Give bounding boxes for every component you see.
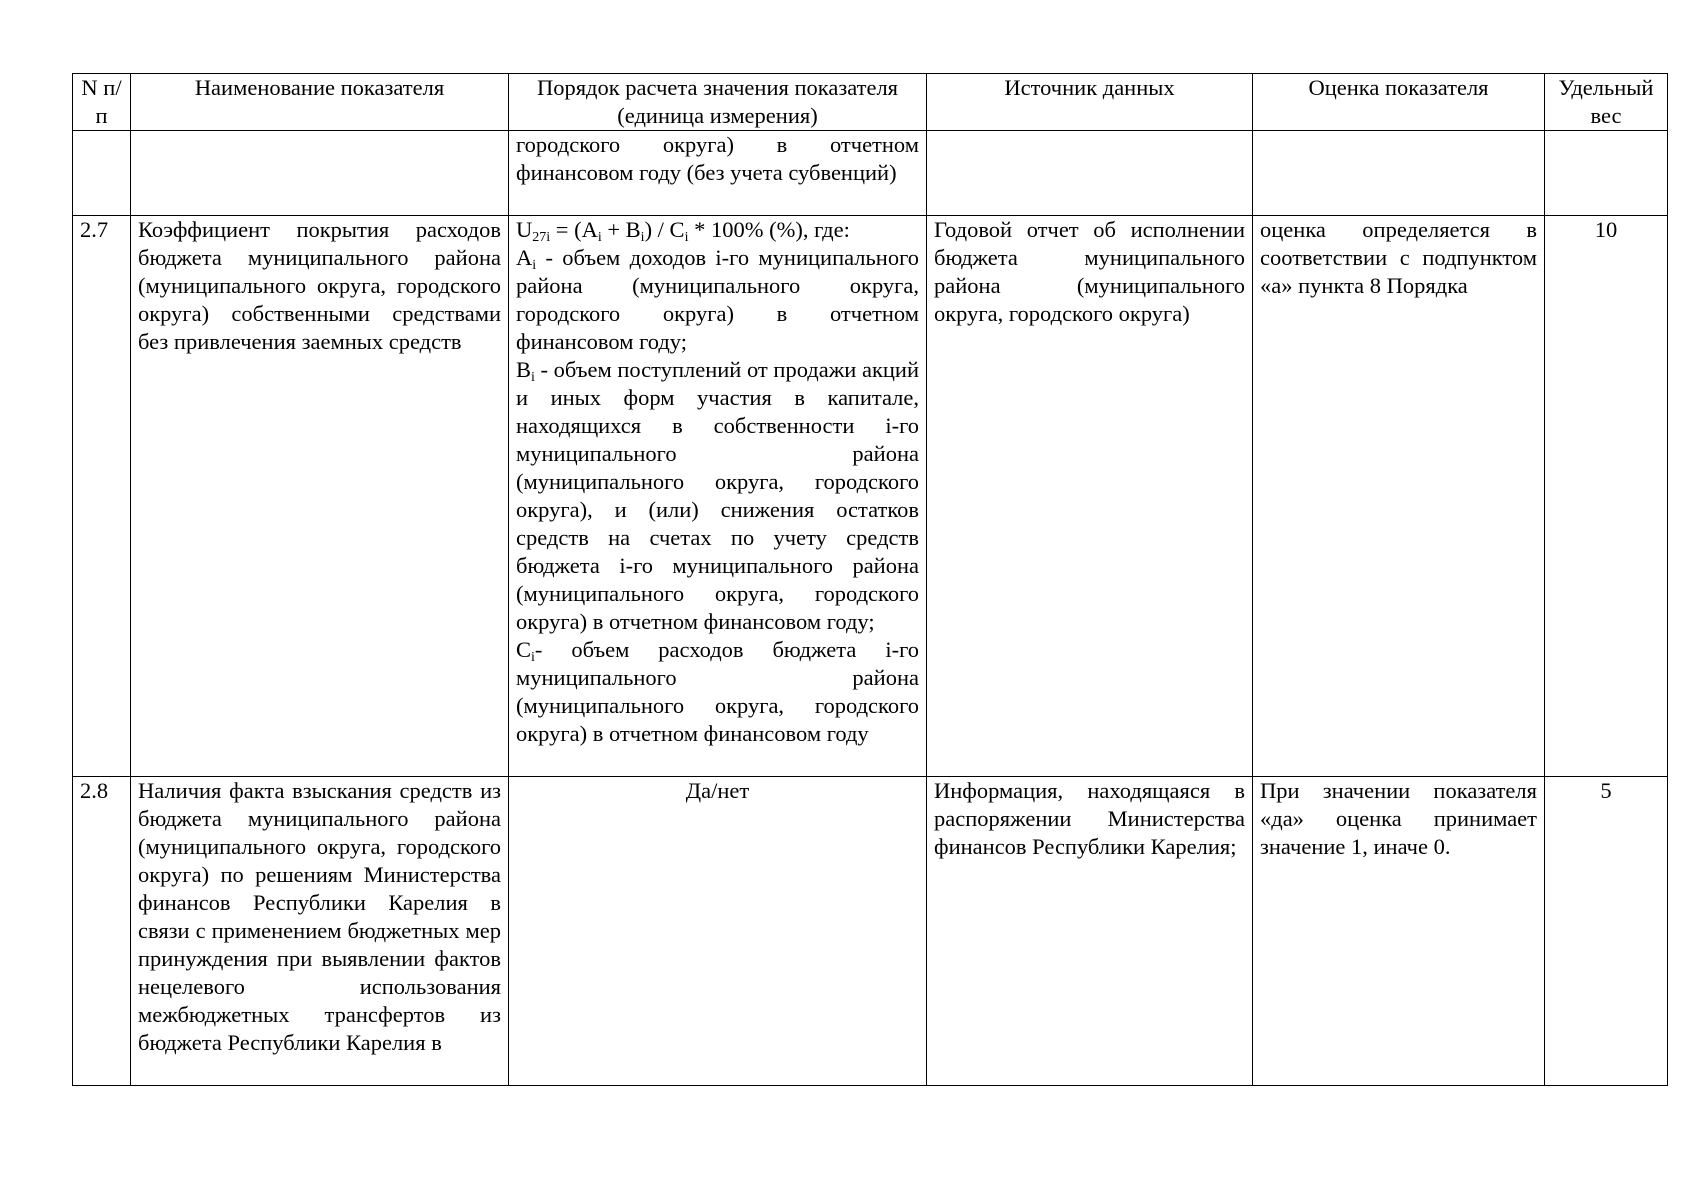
- cell-name: Коэффициент покрытия расходов бюджета муниципального района (муниципального округа, городского округа) собственными средствами без привлечения заемных средств: [131, 216, 509, 777]
- table-row: [73, 131, 1668, 216]
- cell-num: 2.8: [73, 777, 131, 1086]
- cell-calc: [509, 216, 927, 777]
- cell-eval: оценка определяется в соответствии с подпунктом «а» пункта 8 Порядка: [1253, 216, 1545, 777]
- cell-weight: [1545, 131, 1668, 216]
- table-header-row: [73, 74, 1668, 131]
- cell-eval: При значении показателя «да» оценка принимает значение 1, иначе 0.: [1253, 777, 1545, 1086]
- document-page: [72, 73, 1668, 1086]
- header-name: Наименование показателя: [131, 74, 509, 131]
- cell-source: [927, 131, 1253, 216]
- indicators-table: [72, 73, 1668, 1086]
- cell-weight: 5: [1545, 777, 1668, 1086]
- cell-num: 2.7: [73, 216, 131, 777]
- table-row: [73, 216, 1668, 777]
- formula: $U_{27i} = (A_i + B_i) / C_i * 100\%$ (%), где:: [516, 217, 850, 245]
- definition-b: $B_i$ - объем поступлений от продажи акций и иных форм участия в капитале, находящихся в собственности i-го муниципального района (муниципального округа, городского округа), и (или) снижения остатков средств на счетах по учету средств бюджета i-го муниципального района (муниципального округа, городского округа) в отчетном финансовом году;: [516, 357, 919, 634]
- header-eval: Оценка показателя: [1253, 74, 1545, 131]
- header-calc: Порядок расчета значения показателя (единица измерения): [509, 74, 927, 131]
- cell-num: [73, 131, 131, 216]
- header-weight: Удельный вес: [1545, 74, 1668, 131]
- cell-calc: Да/нет: [509, 777, 927, 1086]
- cell-weight: 10: [1545, 216, 1668, 777]
- cell-eval: [1253, 131, 1545, 216]
- cell-source: Годовой отчет об исполнении бюджета муниципального района (муниципального округа, городского округа): [927, 216, 1253, 777]
- cell-name: Наличия факта взыскания средств из бюджета муниципального района (муниципального округа, городского округа) по решениям Министерства финансов Республики Карелия в связи с применением бюджетных мер принуждения при выявлении фактов нецелевого использования межбюджетных трансфертов из бюджета Республики Карелия в: [131, 777, 509, 1086]
- cell-name: [131, 131, 509, 216]
- header-source: Источник данных: [927, 74, 1253, 131]
- definition-a: $A_i$ - объем доходов i-го муниципального района (муниципального округа, городского округа) в отчетном финансовом году;: [516, 245, 919, 354]
- table-row: [73, 777, 1668, 1086]
- cell-calc: городского округа) в отчетном финансовом году (без учета субвенций): [509, 131, 927, 216]
- header-num: N п/п: [73, 74, 131, 131]
- definition-c: $C_i-$ объем расходов бюджета i-го муниципального района (муниципального округа, городского округа) в отчетном финансовом году: [516, 637, 919, 746]
- cell-source: Информация, находящаяся в распоряжении Министерства финансов Республики Карелия;: [927, 777, 1253, 1086]
